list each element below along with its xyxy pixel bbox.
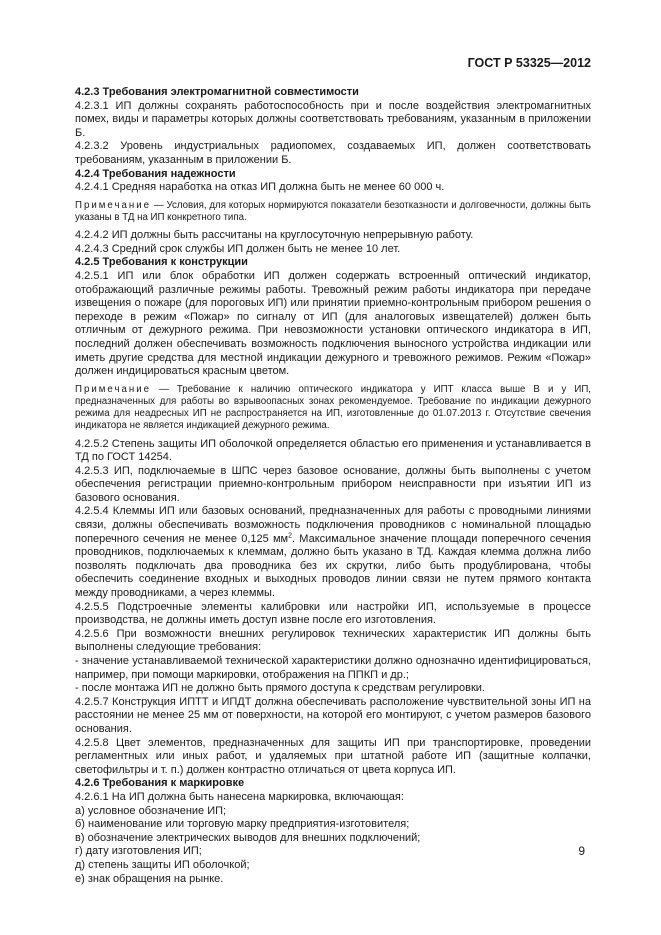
section-4-2-4-title: 4.2.4 Требования надежности [75,167,236,180]
para-4-2-5-4-part2: . Максимальное значение площади поперечного сечения проводников, подключаемых к клеммам, должно быть указано в ТД. Каждая клемма должна либо позволять подключать два проводника без их скрутки, либо быть продублирована, чтобы обеспечить соединение входных и выходных проводов линии связи не путем прямого контакта между проводниками, а через клеммы. [75,532,591,600]
section-4-2-3-title: 4.2.3 Требования электромагнитной совместимости [75,86,359,98]
list-item: д) степень защиты ИП оболочкой; [75,858,250,871]
list-item: е) знак обращения на рынке. [75,872,224,885]
para-4-2-5-3: 4.2.5.3 ИП, подключаемые в ШПС через базовое основание, должны быть выполнены с учетом обеспечения регистрации приемно-контрольным прибором неисправности при изъятии ИП из базового основания. [75,464,591,504]
note-1 [75,200,591,224]
para-4-2-5-4 [75,505,591,600]
para-4-2-4-3: 4.2.4.3 Средний срок службы ИП должен быть не менее 10 лет. [75,242,401,255]
para-4-2-3-2: 4.2.3.2 Уровень индустриальных радиопомех, создаваемых ИП, должен соответствовать требованиям, указанным в приложении Б. [75,140,591,166]
section-4-2-5-title: 4.2.5 Требования к конструкции [75,256,248,269]
para-4-2-6-1: 4.2.6.1 На ИП должна быть нанесена маркировка, включающая: [75,790,404,803]
list-item: в) обозначение электрических выводов для внешних подключений; [75,831,421,844]
para-4-2-5-1: 4.2.5.1 ИП или блок обработки ИП должен содержать встроенный оптический индикатор, отображающий различные режимы работы. Тревожный режим работы индикатора при передаче извещения о пожаре (для пороговых ИП) или принятии приемно-контрольным прибором решения о переходе в режим «Пожар» по сигналу от ИП (для аналоговых извещателей) должен быть отличным от дежурного режима. При невозможности установки оптического индикатора в ИП, последний должен обеспечивать возможность подключения выносного устройства индикации или иметь другие средства для местной индикации дежурного и тревожного режимов. Режим «Пожар» должен индицироваться красным цветом. [75,269,591,378]
para-4-2-5-7: 4.2.5.7 Конструкция ИПТТ и ИПДТ должна обеспечивать расположение чувствительной зоны ИП на расстоянии не менее 25 мм от поверхности, на которой его монтируют, с учетом размеров базового основания. [75,695,591,735]
para-4-2-5-5: 4.2.5.5 Подстроечные элементы калибровки или настройки ИП, используемые в процессе производства, не должны иметь доступ извне после его изготовления. [75,600,591,627]
list-item: а) условное обозначение ИП; [75,804,227,817]
para-4-2-4-1: 4.2.4.1 Средняя наработка на отказ ИП должна быть не менее 60 000 ч. [75,181,445,194]
para-4-2-5-4-sup: 2 [288,532,293,539]
para-4-2-5-8: 4.2.5.8 Цвет элементов, предназначенных для защиты ИП при транспортировке, проведении регламентных или иных работ, и удаляемых при штатной работе ИП (защитные колпачки, светофильтры и т. п.) должен контрастно отличаться от цвета корпуса ИП. [75,736,591,776]
section-4-2-6-title: 4.2.6 Требования к маркировке [75,777,245,790]
para-4-2-5-6-item-1: - значение устанавливаемой технической характеристики должно однозначно идентифицироваться, например, при помощи маркировки, отображения на ППКП и др.; [75,655,591,681]
document-body [75,86,591,886]
para-4-2-4-2: 4.2.4.2 ИП должны быть рассчитаны на круглосуточную непрерывную работу. [75,229,474,242]
para-4-2-5-2: 4.2.5.2 Степень защиты ИП оболочкой определяется областью его применения и устанавливается в ТД по ГОСТ 14254. [75,437,591,464]
standard-header: ГОСТ Р 53325—2012 [467,56,591,70]
note-2 [75,384,591,433]
page-number: 9 [578,844,585,858]
note-2-lead: Примечание [75,383,152,395]
list-item: г) дату изготовления ИП; [75,845,202,858]
list-item: б) наименование или торговую марку предприятия-изготовителя; [75,818,410,831]
para-4-2-5-6: 4.2.5.6 При возможности внешних регулировок технических характеристик ИП должны быть выполнены следующие требования: [75,627,591,654]
para-4-2-5-4-part1: 4.2.5.4 Клеммы ИП или базовых оснований, предназначенных для работы с проводными линиями связи, должны обеспечивать возможность подключения проводников с номинальной площадью поперечного сечения не менее 0,125 мм [75,505,591,545]
para-4-2-5-6-item-2: - после монтажа ИП не должно быть прямого доступа к средствам регулировки. [75,682,485,695]
marking-list [75,805,591,887]
note-2-text: — Требование к наличию оптического индикатора у ИПТ класса выше В и у ИП, предназначенных для работы во взрывоопасных зонах рекомендуемое. Требование по индикации дежурного режима для неадресных ИП не распространяется на ИП, изготовленные до 01.07.2013 г. Отсутствие свечения индикатора не является индикацией дежурного режима. [75,383,591,432]
note-1-lead: Примечание [75,199,152,211]
note-1-text: — Условия, для которых нормируются показатели безотказности и долговечности, должны быть указаны в ТД на ИП конкретного типа. [75,199,591,223]
para-4-2-3-1: 4.2.3.1 ИП должны сохранять работоспособность при и после воздействия электромагнитных помех, виды и параметры которых должны соответствовать требованиям, указанным в приложении Б. [75,99,591,139]
